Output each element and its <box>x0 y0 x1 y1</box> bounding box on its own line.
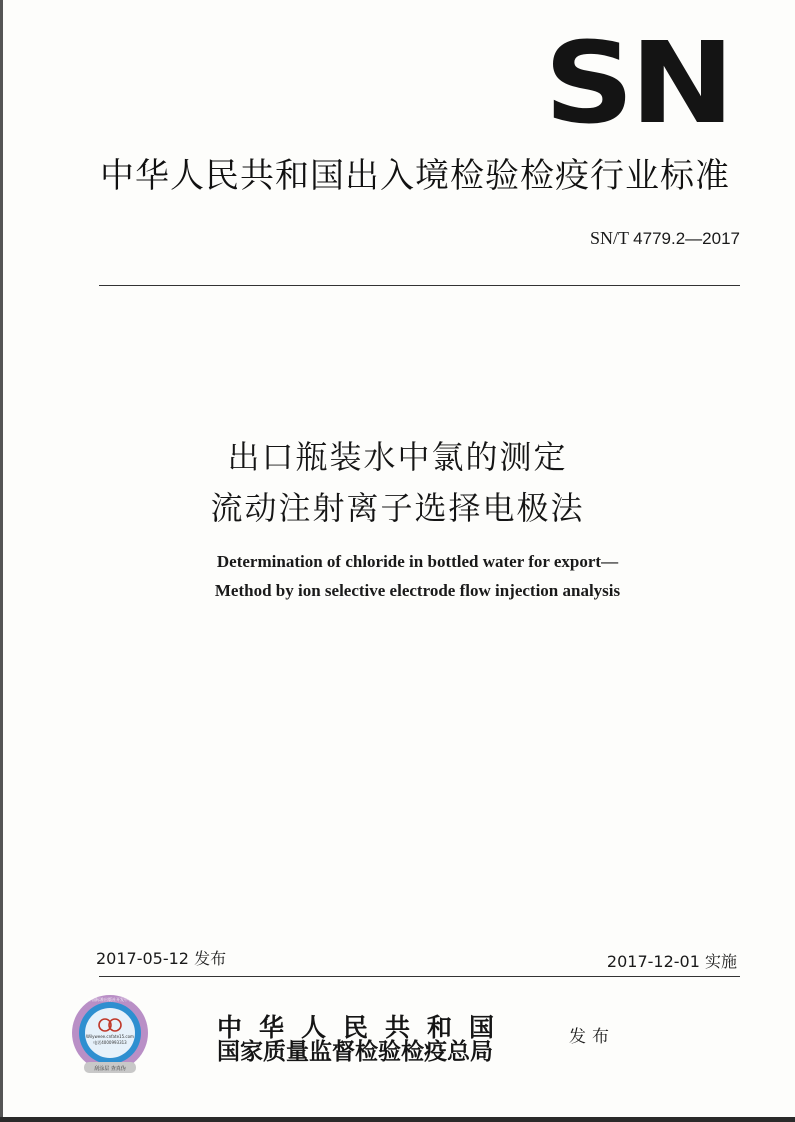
seal-phone: 电话4000993313 <box>93 1040 127 1045</box>
seal-site: Wilyweee.cnfate15.com <box>86 1034 134 1039</box>
seal-center <box>85 1008 135 1058</box>
seal-bottom-text: 刮涂层 查真伪 <box>94 1066 126 1072</box>
title-cn-line2: 流动注射离子选择电极法 <box>210 489 585 527</box>
implementation-date: 2017-12-01 实施 <box>606 952 737 971</box>
standard-number-value: 4779.2—2017 <box>633 229 740 248</box>
standard-number <box>500 228 740 249</box>
issuer-line1: 中华人民共和国 <box>217 1013 512 1042</box>
issuer-line2: 国家质量监督检验检疫总局 <box>217 1038 493 1065</box>
title-en-line1: Determination of chloride in bottled water for export— <box>216 552 619 571</box>
standard-code: SN/T <box>589 228 629 248</box>
issue-date: 2017-05-12 发布 <box>96 949 227 968</box>
anti-counterfeit-seal-icon <box>70 993 150 1077</box>
header-divider <box>99 285 740 286</box>
seal-ring-text: 中国标准出版社开发中心 <box>88 997 132 1002</box>
issue-verb: 发布 <box>569 1027 615 1047</box>
sn-logo: SN <box>544 19 731 149</box>
organization-title: 中华人民共和国出入境检验检疫行业标准 <box>100 156 730 196</box>
footer-divider <box>99 976 740 977</box>
title-en-line2: Method by ion selective electrode flow injection analysis <box>214 581 621 600</box>
title-cn-line1: 出口瓶装水中氯的测定 <box>227 438 568 476</box>
scan-edge-bottom <box>0 1117 795 1122</box>
